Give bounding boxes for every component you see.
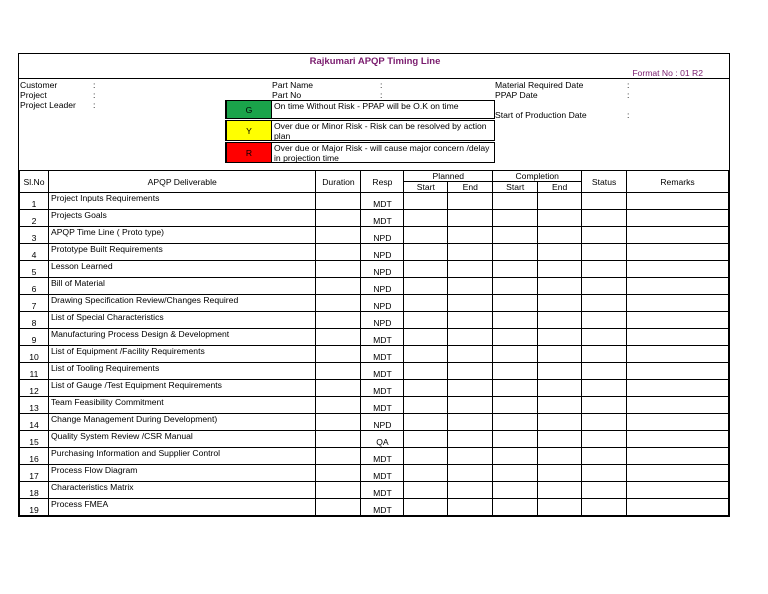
row-duration[interactable] [316,465,361,482]
row-status[interactable] [582,227,627,244]
row-number: 4 [20,244,49,261]
table-row [20,312,729,329]
part-name-label: Part Name [272,80,314,90]
row-duration[interactable] [316,261,361,278]
row-planned-start[interactable] [404,363,448,380]
row-completion-start[interactable] [493,210,538,227]
part-no-label: Part No [272,90,302,100]
row-planned-end[interactable] [448,312,493,329]
row-completion-start[interactable] [493,193,538,210]
row-completion-start[interactable] [493,414,538,431]
row-resp: NPD [361,278,404,295]
row-number: 16 [20,448,49,465]
row-completion-end[interactable] [538,414,582,431]
row-number: 3 [20,227,49,244]
sheet-title: Rajkumari APQP Timing Line [309,56,441,67]
row-planned-start[interactable] [404,244,448,261]
row-status[interactable] [582,363,627,380]
table-row [20,244,729,261]
row-resp: MDT [361,465,404,482]
project-colon: : [93,90,96,100]
row-resp: MDT [361,397,404,414]
row-completion-start[interactable] [493,261,538,278]
row-status[interactable] [582,397,627,414]
row-duration[interactable] [316,227,361,244]
col-duration: Duration [316,171,361,193]
legend-red [225,142,495,163]
row-resp: NPD [361,414,404,431]
row-duration[interactable] [316,346,361,363]
row-planned-end[interactable] [448,397,493,414]
start-production-label: Start of Production Date [495,110,587,120]
row-completion-start[interactable] [493,465,538,482]
col-planned: Planned [404,171,493,182]
row-planned-end[interactable] [448,329,493,346]
row-deliverable: Process Flow Diagram [48,465,316,482]
row-number: 19 [20,499,49,516]
row-status[interactable] [582,295,627,312]
row-planned-start[interactable] [404,431,448,448]
row-resp: MDT [361,193,404,210]
row-duration[interactable] [316,414,361,431]
table-row [20,227,729,244]
row-remarks[interactable] [627,380,729,397]
table-row [20,210,729,227]
col-completion-end: End [538,182,582,193]
row-remarks[interactable] [627,210,729,227]
row-deliverable: Change Management During Development) [48,414,316,431]
row-duration[interactable] [316,482,361,499]
table-row [20,363,729,380]
row-number: 11 [20,363,49,380]
row-planned-start[interactable] [404,295,448,312]
row-status[interactable] [582,431,627,448]
row-planned-start[interactable] [404,448,448,465]
red-swatch: R [226,142,272,163]
yellow-swatch: Y [226,120,272,141]
row-status[interactable] [582,278,627,295]
table-row [20,448,729,465]
row-deliverable: Team Feasibility Commitment [48,397,316,414]
row-completion-end[interactable] [538,482,582,499]
col-slno: Sl.No [20,171,49,193]
row-deliverable: Projects Goals [48,210,316,227]
row-planned-end[interactable] [448,380,493,397]
row-completion-end[interactable] [538,210,582,227]
ppap-date-colon: : [627,90,630,100]
row-planned-start[interactable] [404,278,448,295]
row-planned-start[interactable] [404,227,448,244]
apqp-sheet [18,53,730,517]
row-remarks[interactable] [627,448,729,465]
row-remarks[interactable] [627,312,729,329]
row-planned-end[interactable] [448,227,493,244]
row-planned-end[interactable] [448,295,493,312]
row-deliverable: Prototype Built Requirements [48,244,316,261]
row-planned-end[interactable] [448,363,493,380]
row-completion-start[interactable] [493,227,538,244]
row-completion-end[interactable] [538,278,582,295]
row-number: 1 [20,193,49,210]
row-completion-end[interactable] [538,346,582,363]
row-resp: MDT [361,448,404,465]
row-completion-end[interactable] [538,380,582,397]
row-duration[interactable] [316,363,361,380]
row-deliverable: List of Tooling Requirements [48,363,316,380]
row-status[interactable] [582,448,627,465]
row-planned-start[interactable] [404,329,448,346]
row-completion-end[interactable] [538,397,582,414]
row-number: 2 [20,210,49,227]
row-planned-end[interactable] [448,448,493,465]
row-status[interactable] [582,193,627,210]
row-planned-end[interactable] [448,278,493,295]
row-deliverable: Bill of Material [48,278,316,295]
leader-colon: : [93,100,96,110]
row-remarks[interactable] [627,278,729,295]
legend-green-text: On time Without Risk - PPAP will be O.K on time [274,101,459,111]
row-status[interactable] [582,482,627,499]
row-planned-start[interactable] [404,414,448,431]
row-status[interactable] [582,346,627,363]
row-number: 7 [20,295,49,312]
table-row [20,193,729,210]
row-completion-start[interactable] [493,448,538,465]
row-status[interactable] [582,312,627,329]
row-completion-end[interactable] [538,312,582,329]
row-duration[interactable] [316,448,361,465]
row-duration[interactable] [316,193,361,210]
legend-red-text: Over due or Major Risk - will cause major concern /delay in projection time [274,143,490,163]
table-row [20,329,729,346]
table-row [20,278,729,295]
row-resp: MDT [361,482,404,499]
table-row [20,346,729,363]
row-completion-start[interactable] [493,295,538,312]
project-label: Project [20,90,47,100]
green-swatch: G [226,100,272,119]
row-completion-end[interactable] [538,193,582,210]
row-planned-start[interactable] [404,465,448,482]
row-number: 14 [20,414,49,431]
part-name-colon: : [380,80,383,90]
legend-yellow-text: Over due or Minor Risk - Risk can be resolved by action plan [274,121,487,141]
row-status[interactable] [582,380,627,397]
row-resp: MDT [361,329,404,346]
row-deliverable: Drawing Specification Review/Changes Required [48,295,316,312]
row-planned-start[interactable] [404,261,448,278]
deliverables-table [19,170,729,516]
row-duration[interactable] [316,278,361,295]
row-remarks[interactable] [627,261,729,278]
col-remarks: Remarks [627,171,729,193]
row-status[interactable] [582,465,627,482]
row-deliverable: Quality System Review /CSR Manual [48,431,316,448]
table-row [20,295,729,312]
row-duration[interactable] [316,499,361,516]
row-completion-end[interactable] [538,499,582,516]
row-resp: QA [361,431,404,448]
row-planned-end[interactable] [448,499,493,516]
row-planned-start[interactable] [404,346,448,363]
row-number: 5 [20,261,49,278]
row-duration[interactable] [316,431,361,448]
table-row [20,261,729,278]
row-duration[interactable] [316,210,361,227]
row-remarks[interactable] [627,329,729,346]
col-completion: Completion [493,171,582,182]
row-planned-end[interactable] [448,431,493,448]
col-completion-start: Start [493,182,538,193]
row-remarks[interactable] [627,397,729,414]
row-planned-start[interactable] [404,193,448,210]
row-number: 15 [20,431,49,448]
row-planned-end[interactable] [448,210,493,227]
material-date-colon: : [627,80,630,90]
row-status[interactable] [582,414,627,431]
row-deliverable: Characteristics Matrix [48,482,316,499]
row-planned-start[interactable] [404,482,448,499]
row-planned-start[interactable] [404,380,448,397]
row-resp: MDT [361,363,404,380]
legend-green [225,100,495,119]
table-row [20,465,729,482]
row-completion-end[interactable] [538,295,582,312]
row-status[interactable] [582,329,627,346]
row-planned-end[interactable] [448,346,493,363]
row-completion-start[interactable] [493,278,538,295]
row-remarks[interactable] [627,363,729,380]
format-number: Format No : 01 R2 [632,68,703,78]
deliverables-body [20,193,729,516]
row-completion-end[interactable] [538,465,582,482]
row-status[interactable] [582,261,627,278]
table-row [20,414,729,431]
row-deliverable: Process FMEA [48,499,316,516]
row-remarks[interactable] [627,499,729,516]
row-status[interactable] [582,499,627,516]
row-number: 8 [20,312,49,329]
row-planned-start[interactable] [404,397,448,414]
row-deliverable: Manufacturing Process Design & Development [48,329,316,346]
customer-colon: : [93,80,96,90]
row-completion-end[interactable] [538,244,582,261]
row-deliverable: List of Gauge /Test Equipment Requirements [48,380,316,397]
row-number: 9 [20,329,49,346]
row-resp: NPD [361,295,404,312]
row-resp: NPD [361,312,404,329]
legend-yellow [225,120,495,141]
row-resp: MDT [361,380,404,397]
row-deliverable: List of Special Characteristics [48,312,316,329]
row-duration[interactable] [316,312,361,329]
row-completion-start[interactable] [493,499,538,516]
row-resp: NPD [361,261,404,278]
table-row [20,397,729,414]
row-remarks[interactable] [627,227,729,244]
project-leader-label: Project Leader [20,100,76,110]
row-planned-start[interactable] [404,499,448,516]
row-deliverable: List of Equipment /Facility Requirements [48,346,316,363]
row-number: 18 [20,482,49,499]
row-completion-end[interactable] [538,227,582,244]
row-status[interactable] [582,244,627,261]
row-completion-end[interactable] [538,261,582,278]
row-duration[interactable] [316,295,361,312]
row-completion-start[interactable] [493,431,538,448]
customer-label: Customer [20,80,58,90]
row-resp: MDT [361,499,404,516]
row-planned-end[interactable] [448,244,493,261]
row-resp: NPD [361,244,404,261]
row-remarks[interactable] [627,295,729,312]
row-remarks[interactable] [627,193,729,210]
part-no-colon: : [380,90,383,100]
row-status[interactable] [582,210,627,227]
col-status: Status [582,171,627,193]
row-resp: NPD [361,227,404,244]
start-production-colon: : [627,110,630,120]
row-remarks[interactable] [627,244,729,261]
row-deliverable: Purchasing Information and Supplier Control [48,448,316,465]
col-planned-start: Start [404,182,448,193]
row-remarks[interactable] [627,482,729,499]
col-resp: Resp [361,171,404,193]
row-planned-end[interactable] [448,261,493,278]
row-duration[interactable] [316,329,361,346]
ppap-date-label: PPAP Date [495,90,538,100]
col-planned-end: End [448,182,493,193]
row-completion-end[interactable] [538,363,582,380]
row-completion-start[interactable] [493,397,538,414]
row-remarks[interactable] [627,414,729,431]
col-deliverable: APQP Deliverable [48,171,316,193]
row-duration[interactable] [316,244,361,261]
row-completion-start[interactable] [493,312,538,329]
row-number: 12 [20,380,49,397]
row-completion-end[interactable] [538,329,582,346]
row-completion-start[interactable] [493,244,538,261]
row-resp: MDT [361,210,404,227]
row-planned-end[interactable] [448,465,493,482]
row-number: 13 [20,397,49,414]
row-planned-start[interactable] [404,312,448,329]
row-completion-start[interactable] [493,380,538,397]
row-planned-end[interactable] [448,414,493,431]
row-remarks[interactable] [627,465,729,482]
row-completion-end[interactable] [538,431,582,448]
row-remarks[interactable] [627,346,729,363]
table-row [20,431,729,448]
row-deliverable: Lesson Learned [48,261,316,278]
row-deliverable: APQP Time Line ( Proto type) [48,227,316,244]
row-planned-end[interactable] [448,482,493,499]
table-row [20,482,729,499]
row-number: 6 [20,278,49,295]
row-duration[interactable] [316,380,361,397]
row-completion-start[interactable] [493,482,538,499]
material-date-label: Material Required Date [495,80,584,90]
row-number: 17 [20,465,49,482]
row-number: 10 [20,346,49,363]
table-row [20,499,729,516]
row-remarks[interactable] [627,431,729,448]
table-row [20,380,729,397]
row-completion-start[interactable] [493,329,538,346]
row-completion-start[interactable] [493,346,538,363]
title-divider [19,78,729,79]
row-planned-start[interactable] [404,210,448,227]
row-completion-end[interactable] [538,448,582,465]
row-planned-end[interactable] [448,193,493,210]
row-deliverable: Project Inputs Requirements [48,193,316,210]
row-resp: MDT [361,346,404,363]
row-duration[interactable] [316,397,361,414]
row-completion-start[interactable] [493,363,538,380]
